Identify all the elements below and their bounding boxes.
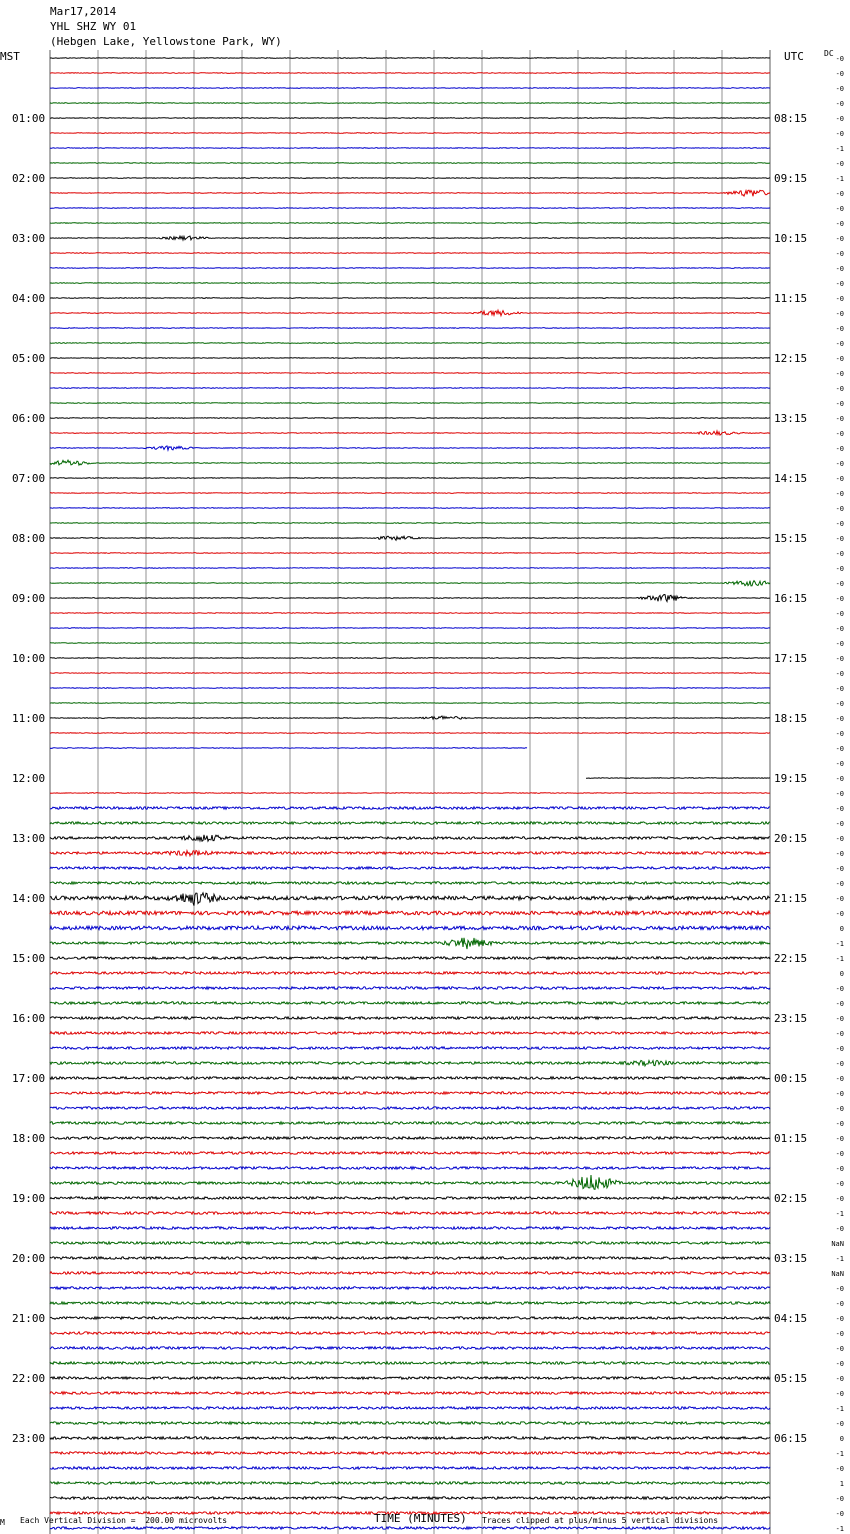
trace-row-85 (50, 1332, 770, 1335)
dc-offset-value: -0 (835, 430, 844, 438)
right-hour-label: 05:15 (774, 1372, 808, 1385)
left-hour-label: 06:00 (12, 412, 46, 425)
dc-offset-value: -0 (835, 400, 844, 408)
dc-offset-value: -0 (835, 910, 844, 918)
dc-offset-value: -0 (835, 640, 844, 648)
dc-offset-value: -1 (835, 1405, 844, 1413)
trace-row-4 (50, 118, 770, 119)
trace-row-43 (50, 703, 770, 704)
dc-offset-value: -0 (835, 730, 844, 738)
trace-row-22 (50, 388, 770, 389)
dc-offset-value: -0 (835, 490, 844, 498)
trace-row-94 (50, 1467, 770, 1469)
dc-offset-value: 0 (839, 970, 844, 978)
trace-row-76 (50, 1197, 770, 1200)
trace-row-91 (50, 1422, 770, 1425)
trace-row-93 (50, 1452, 770, 1455)
dc-offset-value: -0 (835, 1360, 844, 1368)
dc-offset-value: -0 (835, 1390, 844, 1398)
trace-row-72 (50, 1137, 770, 1140)
dc-offset-value: -1 (835, 1210, 844, 1218)
dc-offset-value: -0 (835, 805, 844, 813)
dc-offset-value: -0 (835, 385, 844, 393)
station-location: (Hebgen Lake, Yellowstone Park, WY) (50, 35, 282, 48)
dc-offset-value: -0 (835, 610, 844, 618)
plot-date: Mar17,2014 (50, 5, 117, 18)
left-hour-labels (12, 112, 45, 1445)
dc-offset-value: -0 (835, 865, 844, 873)
trace-row-66 (50, 1047, 770, 1050)
dc-offset-value: -0 (835, 160, 844, 168)
dc-offset-value: -0 (835, 850, 844, 858)
trace-row-46 (50, 748, 527, 749)
dc-offset-value: -0 (835, 1060, 844, 1068)
dc-offset-value: -0 (835, 1150, 844, 1158)
dc-offset-value: -0 (835, 1015, 844, 1023)
trace-row-1 (50, 73, 770, 74)
trace-row-30 (50, 508, 770, 509)
right-hour-label: 13:15 (774, 412, 808, 425)
trace-row-28 (50, 478, 770, 479)
dc-offset-header: DC (824, 49, 834, 58)
trace-row-21 (50, 373, 770, 374)
dc-offset-value: -0 (835, 1030, 844, 1038)
trace-row-39 (50, 643, 770, 644)
dc-offset-value: -0 (835, 820, 844, 828)
left-hour-label: 13:00 (12, 832, 46, 845)
left-hour-label: 15:00 (12, 952, 46, 965)
left-hour-label: 19:00 (12, 1192, 46, 1205)
left-hour-label: 18:00 (12, 1132, 46, 1145)
trace-row-5 (50, 133, 770, 134)
dc-offset-value: -0 (835, 790, 844, 798)
dc-offset-value: -0 (835, 295, 844, 303)
trace-row-79 (50, 1242, 770, 1245)
left-hour-label: 16:00 (12, 1012, 46, 1025)
dc-offset-value: -0 (835, 1375, 844, 1383)
corner-mark: M (0, 1518, 5, 1527)
trace-row-56 (50, 893, 770, 906)
trace-row-80 (50, 1257, 770, 1259)
dc-offset-value: -0 (835, 235, 844, 243)
right-hour-label: 19:15 (774, 772, 808, 785)
trace-row-49 (50, 793, 770, 794)
dc-offset-value: 1 (839, 1480, 844, 1488)
minute-gridlines (50, 50, 770, 1534)
trace-row-87 (50, 1362, 770, 1365)
dc-offset-value: -0 (835, 760, 844, 768)
dc-offset-value: -0 (835, 1075, 844, 1083)
trace-row-75 (50, 1175, 770, 1189)
trace-row-37 (50, 613, 770, 614)
right-hour-label: 08:15 (774, 112, 808, 125)
left-hour-label: 21:00 (12, 1312, 46, 1325)
right-hour-label: 21:15 (774, 892, 808, 905)
dc-offset-value: -0 (835, 1285, 844, 1293)
trace-row-0 (50, 58, 770, 59)
trace-row-82 (50, 1287, 770, 1290)
right-hour-label: 20:15 (774, 832, 808, 845)
trace-row-70 (50, 1107, 770, 1110)
clip-note: Traces clipped at plus/minus 5 vertical divisions (482, 1516, 719, 1525)
left-hour-label: 22:00 (12, 1372, 46, 1385)
dc-offset-value: -0 (835, 625, 844, 633)
dc-offset-labels (831, 55, 844, 1534)
division-note: Each Vertical Division = 200.00 microvolts (20, 1516, 228, 1525)
trace-row-2 (50, 88, 770, 89)
trace-row-55 (50, 882, 770, 884)
trace-row-67 (50, 1060, 770, 1065)
trace-row-18 (50, 328, 770, 329)
dc-offset-value: -0 (835, 1330, 844, 1338)
station-code: YHL SHZ WY 01 (50, 20, 137, 33)
dc-offset-value: -0 (835, 1165, 844, 1173)
trace-row-15 (50, 283, 770, 284)
trace-row-65 (50, 1032, 770, 1034)
dc-offset-value: -0 (835, 775, 844, 783)
dc-offset-value: -0 (835, 85, 844, 93)
right-hour-label: 00:15 (774, 1072, 808, 1085)
dc-offset-value: -0 (835, 670, 844, 678)
dc-offset-value: -0 (835, 1225, 844, 1233)
trace-row-31 (50, 523, 770, 524)
trace-row-24 (50, 418, 770, 419)
dc-offset-value: -0 (835, 355, 844, 363)
left-hour-label: 07:00 (12, 472, 46, 485)
left-hour-label: 23:00 (12, 1432, 46, 1445)
left-timezone-label: MST (0, 50, 20, 63)
trace-row-62 (50, 987, 770, 990)
trace-row-58 (50, 926, 770, 930)
dc-offset-value: -1 (835, 175, 844, 183)
right-hour-label: 22:15 (774, 952, 808, 965)
right-hour-labels (774, 112, 807, 1445)
left-hour-label: 12:00 (12, 772, 46, 785)
dc-offset-value: -0 (835, 310, 844, 318)
trace-row-98 (50, 1527, 770, 1529)
trace-row-40 (50, 658, 770, 659)
dc-offset-value: -0 (835, 220, 844, 228)
dc-offset-value: -0 (835, 715, 844, 723)
trace-row-59 (50, 938, 770, 949)
trace-row-11 (50, 223, 770, 224)
trace-row-96 (50, 1497, 770, 1500)
left-hour-label: 09:00 (12, 592, 46, 605)
dc-offset-value: -0 (835, 55, 844, 63)
trace-row-92 (50, 1437, 770, 1440)
dc-offset-value: -0 (835, 370, 844, 378)
trace-row-35 (50, 581, 770, 586)
trace-row-25 (50, 431, 770, 435)
dc-offset-value: -0 (835, 835, 844, 843)
dc-offset-value: -1 (835, 1255, 844, 1263)
trace-row-44 (50, 716, 770, 719)
left-hour-label: 04:00 (12, 292, 46, 305)
trace-row-12 (50, 236, 770, 240)
trace-row-33 (50, 553, 770, 554)
trace-row-77 (50, 1212, 770, 1214)
dc-offset-value: -0 (835, 190, 844, 198)
dc-offset-value: -0 (835, 1510, 844, 1518)
trace-row-36 (50, 594, 770, 601)
trace-row-73 (50, 1152, 770, 1154)
trace-row-32 (50, 536, 770, 540)
right-hour-label: 04:15 (774, 1312, 808, 1325)
trace-row-69 (50, 1092, 770, 1094)
dc-offset-value: -0 (835, 535, 844, 543)
dc-offset-value: -1 (835, 940, 844, 948)
dc-offset-value: -0 (835, 265, 844, 273)
dc-offset-value: -0 (835, 1045, 844, 1053)
trace-row-20 (50, 358, 770, 359)
dc-offset-value: -0 (835, 1120, 844, 1128)
trace-row-95 (50, 1482, 770, 1485)
left-hour-label: 03:00 (12, 232, 46, 245)
trace-row-84 (50, 1317, 770, 1319)
trace-row-13 (50, 253, 770, 254)
dc-offset-value: -0 (835, 880, 844, 888)
dc-offset-value: -0 (835, 445, 844, 453)
trace-row-90 (50, 1407, 770, 1409)
trace-rows (50, 58, 770, 1534)
dc-offset-value: -0 (835, 340, 844, 348)
left-hour-label: 10:00 (12, 652, 46, 665)
right-hour-label: 10:15 (774, 232, 808, 245)
right-hour-label: 12:15 (774, 352, 808, 365)
trace-row-16 (50, 298, 770, 299)
dc-offset-value: -0 (835, 745, 844, 753)
left-hour-label: 14:00 (12, 892, 46, 905)
trace-row-29 (50, 493, 770, 494)
dc-offset-value: -0 (835, 100, 844, 108)
dc-offset-value: 0 (839, 1435, 844, 1443)
trace-row-41 (50, 673, 770, 674)
right-timezone-label: UTC (784, 50, 804, 63)
trace-row-78 (50, 1227, 770, 1230)
trace-row-57 (50, 911, 770, 915)
trace-row-52 (50, 835, 770, 841)
trace-row-3 (50, 103, 770, 104)
dc-offset-value: -0 (835, 70, 844, 78)
right-hour-label: 11:15 (774, 292, 808, 305)
dc-offset-value: 0 (839, 925, 844, 933)
dc-offset-value: -0 (835, 415, 844, 423)
dc-offset-value: -0 (835, 565, 844, 573)
dc-offset-value: -0 (835, 1000, 844, 1008)
trace-row-64 (50, 1017, 770, 1020)
dc-offset-value: -0 (835, 460, 844, 468)
dc-offset-value: -1 (835, 1525, 844, 1533)
trace-row-63 (50, 1002, 770, 1005)
trace-row-53 (50, 850, 770, 855)
dc-offset-value: -1 (835, 145, 844, 153)
trace-row-34 (50, 568, 770, 569)
trace-row-6 (50, 148, 770, 149)
dc-offset-value: -0 (835, 1300, 844, 1308)
trace-row-61 (50, 972, 770, 974)
left-hour-label: 05:00 (12, 352, 46, 365)
dc-offset-value: -0 (835, 685, 844, 693)
left-hour-label: 17:00 (12, 1072, 46, 1085)
trace-row-81 (50, 1272, 770, 1275)
trace-row-27 (50, 460, 770, 465)
trace-row-89 (50, 1392, 770, 1395)
dc-offset-value: -0 (835, 1495, 844, 1503)
dc-offset-value: -0 (835, 1315, 844, 1323)
trace-row-7 (50, 163, 770, 164)
trace-row-9 (50, 190, 770, 196)
dc-offset-value: -0 (835, 1180, 844, 1188)
trace-row-19 (50, 343, 770, 344)
trace-row-8 (50, 178, 770, 179)
trace-row-10 (50, 208, 770, 209)
dc-offset-value: -0 (835, 1135, 844, 1143)
trace-row-45 (50, 733, 770, 734)
dc-offset-value: -0 (835, 1195, 844, 1203)
trace-row-86 (50, 1347, 770, 1350)
trace-row-17 (50, 310, 770, 315)
dc-offset-value: -0 (835, 895, 844, 903)
dc-offset-value: -0 (835, 475, 844, 483)
trace-row-50 (50, 807, 770, 810)
left-hour-label: 20:00 (12, 1252, 46, 1265)
trace-row-42 (50, 688, 770, 689)
left-hour-label: 11:00 (12, 712, 46, 725)
x-axis-title: TIME (MINUTES) (374, 1512, 467, 1525)
dc-offset-value: -0 (835, 700, 844, 708)
right-hour-label: 02:15 (774, 1192, 808, 1205)
right-hour-label: 06:15 (774, 1432, 808, 1445)
dc-offset-value: -1 (835, 1450, 844, 1458)
dc-offset-value: -0 (835, 280, 844, 288)
dc-offset-value: -0 (835, 325, 844, 333)
dc-offset-value: -0 (835, 115, 844, 123)
right-hour-label: 18:15 (774, 712, 808, 725)
dc-offset-value: -0 (835, 505, 844, 513)
trace-row-38 (50, 628, 770, 629)
trace-row-48 (586, 778, 770, 779)
trace-row-26 (50, 446, 770, 450)
right-hour-label: 09:15 (774, 172, 808, 185)
right-hour-label: 01:15 (774, 1132, 808, 1145)
dc-offset-value: -0 (835, 655, 844, 663)
dc-offset-value: -0 (835, 1105, 844, 1113)
trace-row-60 (50, 957, 770, 960)
trace-row-54 (50, 867, 770, 869)
dc-offset-value: -0 (835, 985, 844, 993)
left-hour-label: 08:00 (12, 532, 46, 545)
right-hour-label: 15:15 (774, 532, 808, 545)
dc-offset-value: -0 (835, 550, 844, 558)
right-hour-label: 14:15 (774, 472, 808, 485)
trace-row-74 (50, 1167, 770, 1170)
dc-offset-value: -0 (835, 595, 844, 603)
dc-offset-value: -0 (835, 205, 844, 213)
trace-row-14 (50, 268, 770, 269)
trace-row-83 (50, 1302, 770, 1304)
trace-row-23 (50, 403, 770, 404)
trace-row-88 (50, 1377, 770, 1380)
left-hour-label: 01:00 (12, 112, 46, 125)
dc-offset-value: -0 (835, 1465, 844, 1473)
left-hour-label: 02:00 (12, 172, 46, 185)
dc-offset-value: -0 (835, 580, 844, 588)
dc-offset-value: -0 (835, 250, 844, 258)
dc-offset-value: -0 (835, 130, 844, 138)
dc-offset-value: NaN (831, 1270, 844, 1278)
dc-offset-value: NaN (831, 1240, 844, 1248)
trace-row-68 (50, 1077, 770, 1079)
dc-offset-value: -0 (835, 520, 844, 528)
right-hour-label: 16:15 (774, 592, 808, 605)
trace-row-71 (50, 1122, 770, 1125)
right-hour-label: 03:15 (774, 1252, 808, 1265)
trace-row-51 (50, 822, 770, 824)
dc-offset-value: -1 (835, 955, 844, 963)
dc-offset-value: -0 (835, 1090, 844, 1098)
dc-offset-value: -0 (835, 1420, 844, 1428)
right-hour-label: 23:15 (774, 1012, 808, 1025)
right-hour-label: 17:15 (774, 652, 808, 665)
dc-offset-value: -0 (835, 1345, 844, 1353)
